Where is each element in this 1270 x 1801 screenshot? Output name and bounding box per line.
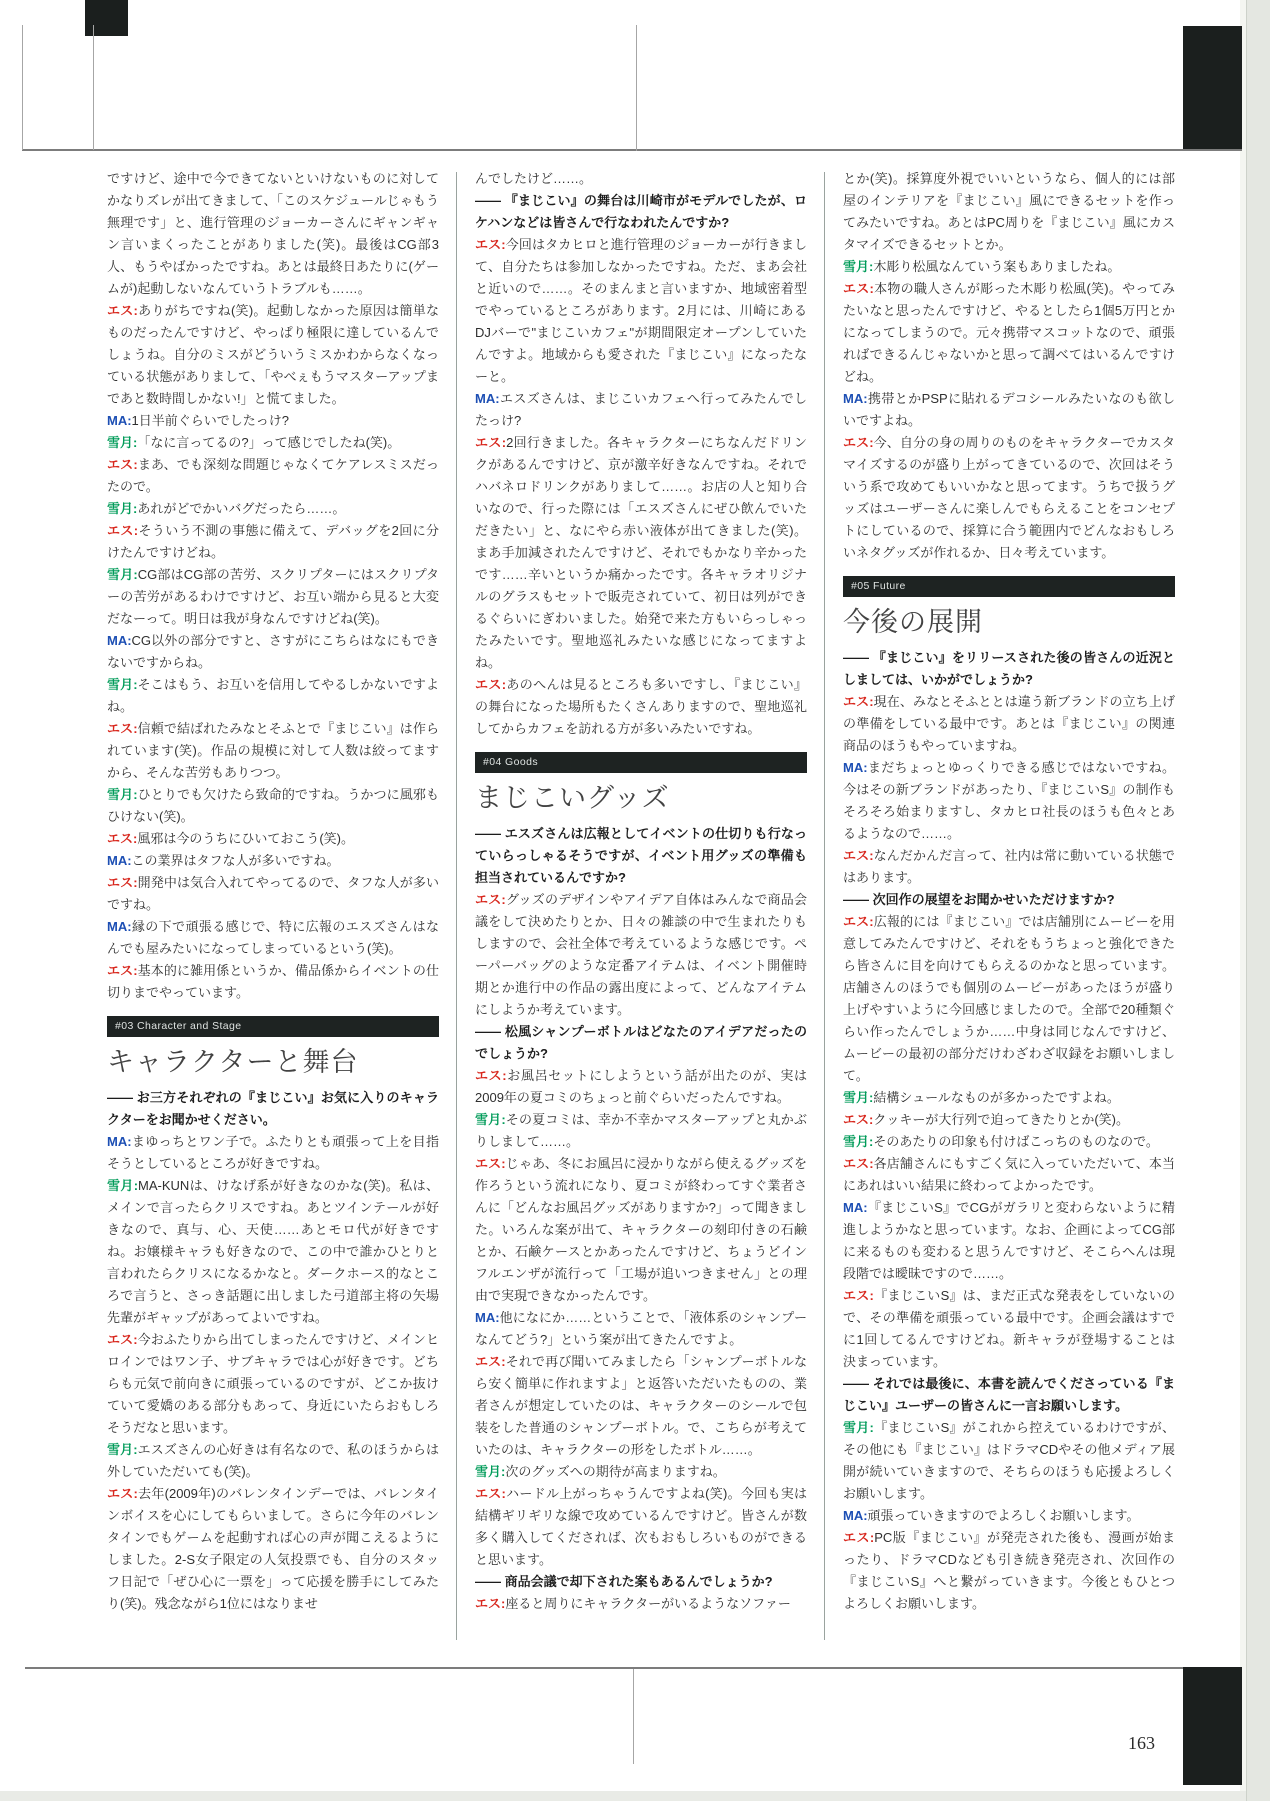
header-grid-line [93,25,94,150]
speaker-label-setsu: 雪月: [475,1464,506,1479]
dialogue-paragraph: エス:去年(2009年)のバレンタインデーでは、バレンタインボイスを心にしてもらいまして。さらに今年のバレンタインでもゲームを起動すれば心の声が聞こえるようにしました。2-S女子限定の人気投票でも、自分のスタッフ日記で「ぜひ心に一票を」って応援を勝手にしてみたり(笑)。残念ながら1位にはなりませ [107,1486,439,1611]
page-edge-bottom [0,1791,1246,1801]
dialogue-paragraph: 雪月:そこはもう、お互いを信用してやるしかないですよね。 [107,677,439,714]
speaker-label-ma: MA: [107,1134,132,1149]
dialogue-paragraph: エス:今おふたりから出てしまったんですけど、メインヒロインではワン子、サブキャラでは心が好きです。どちらも元気で前向きに頑張っているのですが、どこか抜けていて愛嬌のある部分もあって、身近にいたらおもしろそうだなと思います。 [107,1332,439,1435]
speaker-label-esu: エス: [107,963,138,978]
dialogue-paragraph: MA:縁の下で頑張る感じで、特に広報のエスズさんはなんでも屋みたいになってしまっているという(笑)。 [107,919,439,956]
section-tag-bar: #03 Character and Stage [107,1016,439,1037]
dialogue-paragraph: MA:まだちょっとゆっくりできる感じではないですね。今はその新ブランドがあったり、『まじこいS』の制作もそろそろ始まりますし、タカヒロ社長のほうも色々とあるようなので……。 [843,760,1175,841]
speaker-label-setsu: 雪月: [107,1442,138,1457]
speaker-label-esu: エス: [475,237,506,252]
section-tag-bar: #05 Future [843,576,1175,597]
speaker-label-esu: エス: [107,721,138,736]
speaker-label-esu: エス: [843,281,874,296]
interviewer-question: ―― エスズさんは広報としてイベントの仕切りも行なっていらっしゃるそうですが、イベント用グッズの準備も担当されているんですか? [475,826,807,885]
speaker-label-ma: MA: [107,633,132,648]
speaker-label-esu: エス: [475,435,507,450]
footer-rule [25,1667,1183,1669]
corner-tab-top-right [1183,26,1242,150]
speaker-label-setsu: 雪月: [107,435,138,450]
speaker-label-esu: エス: [475,677,507,692]
speaker-label-esu: エス: [107,457,138,472]
dialogue-paragraph: エス:開発中は気合入れてやってるので、タフな人が多いですね。 [107,875,439,912]
page-number: 163 [1128,1733,1155,1753]
corner-tab-top-left [85,0,128,36]
dialogue-paragraph: エス:なんだかんだ言って、社内は常に動いている状態ではあります。 [843,848,1175,885]
section-title: キャラクターと舞台 [107,1047,359,1077]
dialogue-paragraph: 雪月:MA-KUNは、けなげ系が好きなのかな(笑)。私は、メインで言ったらクリスですね。あとツインテールが好きなので、真与、心、天使……あとモロ代が好きですね。お嬢様キャラも好きなので、この中で誰かひとりと言われたらクリスになるかなと。ダークホース的なところで言うと、さっき話題に出しました弓道部主将の矢場先輩がギャップがあってよいですね。 [107,1178,439,1325]
text-column-2 [475,168,807,1646]
dialogue-paragraph: MA:CG以外の部分ですと、さすがにこちらはなにもできないですからね。 [107,633,439,670]
interviewer-question: ―― 商品会議で却下された案もあるんでしょうか? [475,1574,773,1589]
dialogue-paragraph: エス:グッズのデザインやアイデア自体はみんなで商品会議をして決めたりとか、日々の雑談の中で生まれたりもしますので、会社全体で考えているような感じです。ペーパーバッグのような定番アイテムは、イベント開催時期とか進行中の作品の露出度によって、どんなアイテムにしようか考えています。 [475,892,807,1017]
dialogue-paragraph: 雪月:あれがどでかいバグだったら……。 [107,501,346,516]
section-header [475,752,807,814]
text-column-3 [843,168,1175,1646]
dialogue-paragraph: エス:今、自分の身の周りのものをキャラクターでカスタマイズするのが盛り上がってきているので、次回はそういう系で攻めてもいいかなと思ってます。うちで扱うグッズはユーザーさんに楽しんでもらえることをコンセプトにしているので、採算に合う範囲内でどんなおもしろいネタグッズが作れるか、日々考えています。 [843,435,1175,560]
dialogue-paragraph: 雪月:「なに言ってるの?」って感じでしたね(笑)。 [107,435,401,450]
speaker-label-esu: エス: [843,848,874,863]
dialogue-paragraph: 雪月:『まじこいS』がこれから控えているわけですが、その他にも『まじこい』はドラマCDやその他メディア展開が続いていきますので、そちらのほうも応援よろしくお願いします。 [843,1420,1175,1501]
speaker-label-esu: エス: [107,831,138,846]
dialogue-paragraph: エス:『まじこいS』は、まだ正式な発表をしていないので、その準備を頑張っている最中です。企画会議はすでに1回してるんですけどね。新キャラが登場することは決まっています。 [843,1288,1175,1369]
speaker-label-setsu: 雪月: [843,1134,874,1149]
speaker-label-esu: エス: [843,914,874,929]
speaker-label-esu: エス: [107,1332,138,1347]
dialogue-paragraph: エス:基本的に雑用係というか、備品係からイベントの仕切りまでやっています。 [107,963,439,1000]
dialogue-paragraph: 雪月:そのあたりの印象も付けばこっちのものなので。 [843,1134,1159,1149]
dialogue-paragraph: エス:お風呂セットにしようという話が出たのが、実は2009年の夏コミのちょっと前ぐらいだったんですね。 [475,1068,807,1105]
dialogue-paragraph: エス:PC版『まじこい』が発売された後も、漫画が始まったり、ドラマCDなども引き続き発売され、次回作の『まじこいS』へと繋がっていきます。今後ともひとつよろしくお願いします。 [843,1530,1175,1611]
text-column-1 [107,168,439,1646]
speaker-label-setsu: 雪月: [843,1090,874,1105]
interviewer-question: ―― 松風シャンプーボトルはどなたのアイデアだったのでしょうか? [475,1024,807,1061]
dialogue-paragraph: 雪月:その夏コミは、幸か不幸かマスターアップと丸かぶりしまして……。 [475,1112,807,1149]
column-divider [824,172,825,1640]
interviewer-question: ―― それでは最後に、本書を読んでくださっている『まじこい』ユーザーの皆さんに一言お願いします。 [843,1376,1175,1413]
dialogue-paragraph: 雪月:エスズさんの心好きは有名なので、私のほうからは外していただいても(笑)。 [107,1442,439,1479]
dialogue-paragraph: MA:この業界はタフな人が多いですね。 [107,853,340,868]
dialogue-paragraph: MA:他になにか……ということで、「液体系のシャンプーなんてどう?」という案が出てきたんですよ。 [475,1310,807,1347]
speaker-label-ma: MA: [107,853,132,868]
speaker-label-setsu: 雪月: [107,501,138,516]
speaker-label-esu: エス: [107,875,138,890]
dialogue-paragraph: エス:各店舗さんにもすごく気に入っていただいて、本当にあれはいい結果に終わってよかったです。 [843,1156,1175,1193]
speaker-label-ma: MA: [475,1310,500,1325]
dialogue-paragraph: 雪月:CG部はCG部の苦労、スクリプターにはスクリプターの苦労があるわけですけど、お互い端から見ると大変だなーって。明日は我が身なんですけどね(笑)。 [107,567,439,626]
speaker-label-ma: MA: [843,1200,868,1215]
dialogue-paragraph: エス:今回はタカヒロと進行管理のジョーカーが行きまして、自分たちは参加しなかったですね。ただ、まあ会社と近いので……。そのまんまと言いますか、地域密着型でやっているところがあります。2月には、川崎にあるDJバーで"まじこいカフェ"が期間限定オープンしていたんですよ。地域からも愛された『まじこい』になったなーと。 [475,237,807,384]
speaker-label-esu: エス: [843,435,874,450]
dialogue-paragraph: エス:現在、みなとそふととは違う新ブランドの立ち上げの準備をしている最中です。あとは『まじこい』の関連商品のほうもやっていますね。 [843,694,1175,753]
speaker-label-esu: エス: [475,1354,506,1369]
continuation-paragraph: ですけど、途中で今できてないといけないものに対してかなりズレが出てきまして、「このスケジュールじゃもう無理です」と、進行管理のジョーカーさんにギャンギャン言いまくったことがありました(笑)。最後はCG部3人、もうやばかったですね。あとは最終日あたりに(ゲームが)起動しないなんていうトラブルも……。 [107,171,439,296]
speaker-label-ma: MA: [475,391,500,406]
dialogue-paragraph: エス:信頼で結ばれたみなとそふとで『まじこい』は作られています(笑)。作品の規模に対して人数は絞ってますから、そんな苦労もありつつ。 [107,721,439,780]
continuation-paragraph: んでしたけど……。 [475,171,593,186]
column-divider [456,172,457,1640]
dialogue-paragraph: エス:そういう不測の事態に備えて、デバッグを2回に分けたんですけどね。 [107,523,439,560]
dialogue-paragraph: エス:あのへんは見るところも多いですし、『まじこい』の舞台になった場所もたくさんありますので、聖地巡礼してからカフェを訪れる方が多いみたいですね。 [475,677,807,736]
speaker-label-ma: MA: [843,760,868,775]
speaker-label-setsu: 雪月: [107,1178,139,1193]
dialogue-paragraph: エス:ハードル上がっちゃうんですよね(笑)。今回も実は結構ギリギリな線で攻めているんですけど。皆さんが数多く購入してくだされば、次もおもしろいものができると思います。 [475,1486,807,1567]
speaker-label-setsu: 雪月: [843,1420,874,1435]
continuation-paragraph: とか(笑)。採算度外視でいいというなら、個人的には部屋のインテリアを『まじこい』風にできるセットを作ってみたいですね。あとはPC周りを『まじこい』風にカスタマイズできるセットとか。 [843,171,1175,252]
dialogue-paragraph: 雪月:次のグッズへの期待が高まりますね。 [475,1464,726,1479]
speaker-label-esu: エス: [107,523,139,538]
speaker-label-setsu: 雪月: [107,787,138,802]
dialogue-paragraph: MA:1日半前ぐらいでしたっけ? [107,413,290,428]
speaker-label-esu: エス: [843,1112,874,1127]
dialogue-paragraph: エス:風邪は今のうちにひいておこう(笑)。 [107,831,355,846]
dialogue-paragraph: エス:本物の職人さんが彫った木彫り松風(笑)。やってみたいなと思ったんですけど、やるとしたら1個5万円とかになってしまうので。元々携帯マスコットなので、頑張ればできるんじゃないかと思って調べてはいるんですけどね。 [843,281,1175,384]
speaker-label-setsu: 雪月: [107,567,138,582]
speaker-label-esu: エス: [475,1156,506,1171]
dialogue-paragraph: エス:座ると周りにキャラクターがいるようなソファー [475,1596,791,1611]
dialogue-paragraph: エス:クッキーが大行列で迫ってきたりとか(笑)。 [843,1112,1130,1127]
speaker-label-setsu: 雪月: [843,259,874,274]
section-title: まじこいグッズ [475,783,670,813]
dialogue-paragraph: エス:ありがちですね(笑)。起動しなかった原因は簡単なものだったんですけど、やっぱり極限に達しているんでしょうね。自分のミスがどういうミスかわからなくなっている状態がありまして、「やべぇもうマスターアップまであと数時間しかない!」と慌てました。 [107,303,439,406]
footer-grid-line [633,1669,634,1764]
header-grid-line [636,25,637,151]
dialogue-paragraph: MA:携帯とかPSPに貼れるデコシールみたいなのも欲しいですよね。 [843,391,1175,428]
interviewer-question: ―― 『まじこい』をリリースされた後の皆さんの近況としましては、いかがでしょうか? [843,650,1175,687]
interviewer-question: ―― 『まじこい』の舞台は川崎市がモデルでしたが、ロケハンなどは皆さんで行なわれたんですか? [475,193,807,230]
speaker-label-esu: エス: [843,1530,875,1545]
dialogue-paragraph: エス:じゃあ、冬にお風呂に浸かりながら使えるグッズを作ろうという流れになり、夏コミが終わってすぐ業者さんに「どんなお風呂グッズがありますか?」って聞きました。いろんな案が出て、キャラクターの刻印付きの石鹸とか、石鹸ケースとかあったんですけど、ちょうどインフルエンザが流行って「工場が追いつきません」との理由で実現できなかったんです。 [475,1156,807,1303]
speaker-label-esu: エス: [107,303,138,318]
dialogue-paragraph: エス:広報的には『まじこい』では店舗別にムービーを用意してみたんですけど、それをもうちょっと強化できたら皆さんに目を向けてもらえるのかなと思っています。店舗さんのほうでも個別のムービーがあったほうが盛り上げやすいように今回感じましたので。全部で20種類ぐらい作ったんでしょうか……中身は同じなんですけど、ムービーの最初の部分だけわざわざ収録をお願いしまして。 [843,914,1175,1083]
section-tag-bar: #04 Goods [475,752,807,773]
dialogue-paragraph: MA:エスズさんは、まじこいカフェへ行ってみたんでしたっけ? [475,391,807,428]
dialogue-paragraph: エス:まあ、でも深刻な問題じゃなくてケアレスミスだったので。 [107,457,439,494]
speaker-label-esu: エス: [843,1156,874,1171]
speaker-label-esu: エス: [107,1486,138,1501]
speaker-label-setsu: 雪月: [107,677,138,692]
section-header [107,1016,439,1078]
speaker-label-esu: エス: [843,694,874,709]
corner-tab-bottom-right [1183,1667,1242,1785]
interviewer-question: ―― 次回作の展望をお聞かせいただけますか? [843,892,1115,907]
header-grid-line [22,25,23,150]
speaker-label-ma: MA: [107,919,132,934]
dialogue-paragraph: MA:頑張っていきますのでよろしくお願いします。 [843,1508,1140,1523]
interviewer-question: ―― お三方それぞれの『まじこい』お気に入りのキャラクターをお聞かせください。 [107,1090,439,1127]
speaker-label-esu: エス: [843,1288,874,1303]
header-rule [22,149,1242,151]
page-edge-right [1246,0,1270,1801]
speaker-label-esu: エス: [475,1486,506,1501]
dialogue-paragraph: 雪月:ひとりでも欠けたら致命的ですね。うかつに風邪もひけない(笑)。 [107,787,439,824]
dialogue-paragraph: 雪月:木彫り松風なんていう案もありましたね。 [843,259,1121,274]
dialogue-paragraph: エス:それで再び聞いてみましたら「シャンプーボトルなら安く簡単に作れますよ」と返答いただいたものの、業者さんが想定していたのは、キャラクターのシールで包装をした普通のシャンプーボトル。で、こちらが考えていたのは、キャラクターの形をしたボトル……。 [475,1354,807,1457]
section-header [843,576,1175,638]
speaker-label-esu: エス: [475,1068,507,1083]
page-edge-highlight [1240,0,1246,1801]
dialogue-paragraph: 雪月:結構シュールなものが多かったですよね。 [843,1090,1120,1105]
section-title: 今後の展開 [843,607,983,637]
speaker-label-esu: エス: [475,1596,506,1611]
dialogue-paragraph: MA:まゆっちとワン子で。ふたりとも頑張って上を目指そうとしているところが好きですね。 [107,1134,439,1171]
speaker-label-ma: MA: [843,1508,868,1523]
speaker-label-ma: MA: [107,413,132,428]
dialogue-paragraph: MA:『まじこいS』でCGがガラリと変わらないように精進しようかなと思っています。なお、企画によってCG部に来るものも変わると思うんですけど、そこらへんは現段階では曖昧ですので……。 [843,1200,1175,1281]
speaker-label-ma: MA: [843,391,868,406]
dialogue-paragraph: エス:2回行きました。各キャラクターにちなんだドリンクがあるんですけど、京が激辛好きなんですね。それでハバネロドリンクがありまして……。お店の人と知り合いなので、行った際には「エスズさんにぜひ飲んでいただきたい」と、なにやら赤い液体が出てきました(笑)。まあ手加減されたんですけど、それでもかなり辛かったです……辛いというか痛かったです。各キャラオリジナルのグラスもセットで販売されていて、初日は列ができるぐらいにぎわいました。始発で来た方もいらっしゃったみたいです。聖地巡礼みたいな感じになってますよね。 [475,435,807,670]
speaker-label-esu: エス: [475,892,506,907]
speaker-label-setsu: 雪月: [475,1112,506,1127]
